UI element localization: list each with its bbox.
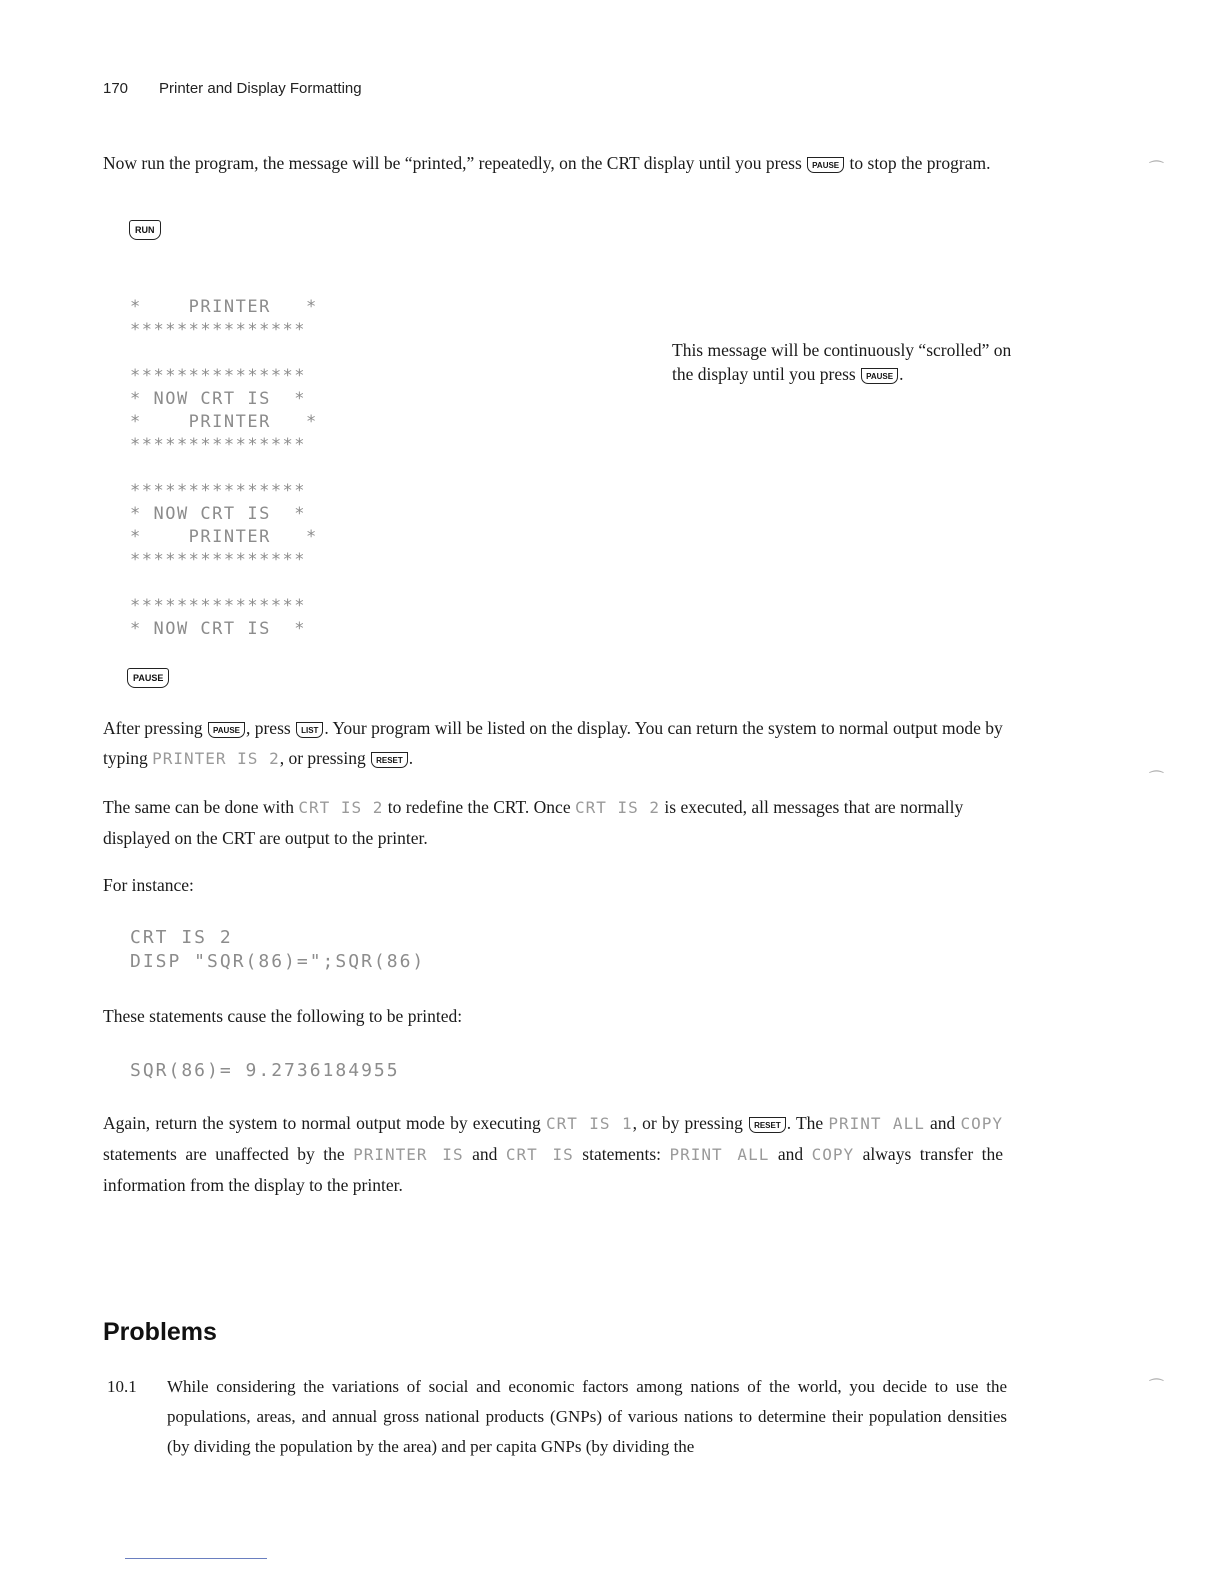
print-all-code: PRINT ALL bbox=[828, 1114, 925, 1133]
para6-text-i: always transfer the information from the display to the printer. bbox=[103, 1144, 1004, 1195]
print-all-code: PRINT ALL bbox=[669, 1145, 770, 1164]
paragraph-crt-is bbox=[103, 792, 1003, 853]
page-header bbox=[103, 80, 362, 97]
copy-code: COPY bbox=[811, 1145, 855, 1164]
para2-text-e: . bbox=[408, 748, 414, 768]
page-number: 170 bbox=[103, 80, 129, 97]
para6-text-c: . The bbox=[786, 1113, 824, 1133]
crt-is-1-code: CRT IS 1 bbox=[545, 1114, 633, 1133]
paragraph-statements-cause: These statements cause the following to be printed: bbox=[103, 1006, 463, 1026]
margin-mark: ⁀ bbox=[1150, 770, 1163, 789]
reset-key-icon: RESET bbox=[371, 752, 408, 768]
footer-rule bbox=[125, 1558, 267, 1559]
side-note-end: . bbox=[899, 364, 904, 384]
pause-key-icon: PAUSE bbox=[127, 668, 169, 688]
para1-text-a: Now run the program, the message will be “printed,” repeatedly, on the CRT display until you press bbox=[103, 153, 802, 173]
paragraph-run-program bbox=[103, 148, 1003, 178]
problems-heading: Problems bbox=[103, 1318, 217, 1346]
paragraph-again-return bbox=[103, 1108, 1003, 1200]
para6-text-f: and bbox=[472, 1144, 498, 1164]
printer-is-code: PRINTER IS bbox=[353, 1145, 464, 1164]
para1-text-b: to stop the program. bbox=[849, 153, 991, 173]
pause-key-icon: PAUSE bbox=[807, 157, 844, 173]
para6-text-h: and bbox=[777, 1144, 804, 1164]
printer-is-2-code: PRINTER IS 2 bbox=[152, 749, 280, 768]
margin-mark: ⁀ bbox=[1150, 160, 1163, 179]
reset-key-icon: RESET bbox=[749, 1117, 786, 1133]
code-example: CRT IS 2 DISP "SQR(86)=";SQR(86) bbox=[130, 927, 426, 972]
copy-code: COPY bbox=[960, 1114, 1003, 1133]
para6-text-g: statements: bbox=[582, 1144, 662, 1164]
paragraph-after-pressing bbox=[103, 713, 1003, 774]
para2-text-c: . Your program will be listed on the display. You can return the system to normal output mode by typing bbox=[103, 718, 1003, 768]
problem-number: 10.1 bbox=[107, 1377, 137, 1396]
side-note-text: This message will be continuously “scrolled” on the display until you press bbox=[672, 340, 1012, 384]
pause-key-icon: PAUSE bbox=[861, 368, 898, 384]
paragraph-for-instance: For instance: bbox=[103, 875, 194, 895]
running-title: Printer and Display Formatting bbox=[159, 80, 362, 97]
para6-text-a: Again, return the system to normal output mode by executing bbox=[103, 1113, 541, 1133]
list-key-icon: LIST bbox=[296, 722, 323, 738]
para3-text-c: is executed, all messages that are normally displayed on the CRT are output to the printer. bbox=[103, 797, 964, 848]
pause-key-icon: PAUSE bbox=[208, 722, 245, 738]
para6-text-b: , or by pressing bbox=[632, 1113, 743, 1133]
margin-mark: ⁀ bbox=[1150, 1378, 1163, 1397]
pause-key-figure bbox=[126, 668, 170, 688]
para2-text-d: , or pressing bbox=[279, 748, 366, 768]
para6-text-d: and bbox=[930, 1113, 956, 1133]
crt-scrolling-output: * PRINTER * *************** *************** * NOW CRT IS * * PRINTER * *************** *************** * NOW CRT IS * * PRINTER * *************** *************** * NOW CRT IS * bbox=[130, 297, 318, 639]
para2-text-a: After pressing bbox=[103, 718, 203, 738]
crt-is-2-code: CRT IS 2 bbox=[574, 798, 661, 817]
crt-is-code: CRT IS bbox=[505, 1145, 574, 1164]
run-key-figure bbox=[128, 220, 162, 240]
para2-text-b: , press bbox=[245, 718, 291, 738]
side-note bbox=[672, 338, 1012, 386]
crt-is-2-code: CRT IS 2 bbox=[298, 798, 384, 817]
printed-output-line: SQR(86)= 9.2736184955 bbox=[130, 1060, 400, 1081]
run-key-icon: RUN bbox=[129, 220, 161, 240]
para3-text-b: to redefine the CRT. Once bbox=[387, 797, 571, 817]
para6-text-e: statements are unaffected by the bbox=[103, 1144, 345, 1164]
para3-text-a: The same can be done with bbox=[103, 797, 294, 817]
problem-text: While considering the variations of social and economic factors among nations of the world, you decide to use the populations, areas, and annual gross national products (GNPs) of various nations to determine their population densities (by dividing the population by the area) and per capita GNPs (by dividing the bbox=[167, 1377, 1007, 1456]
